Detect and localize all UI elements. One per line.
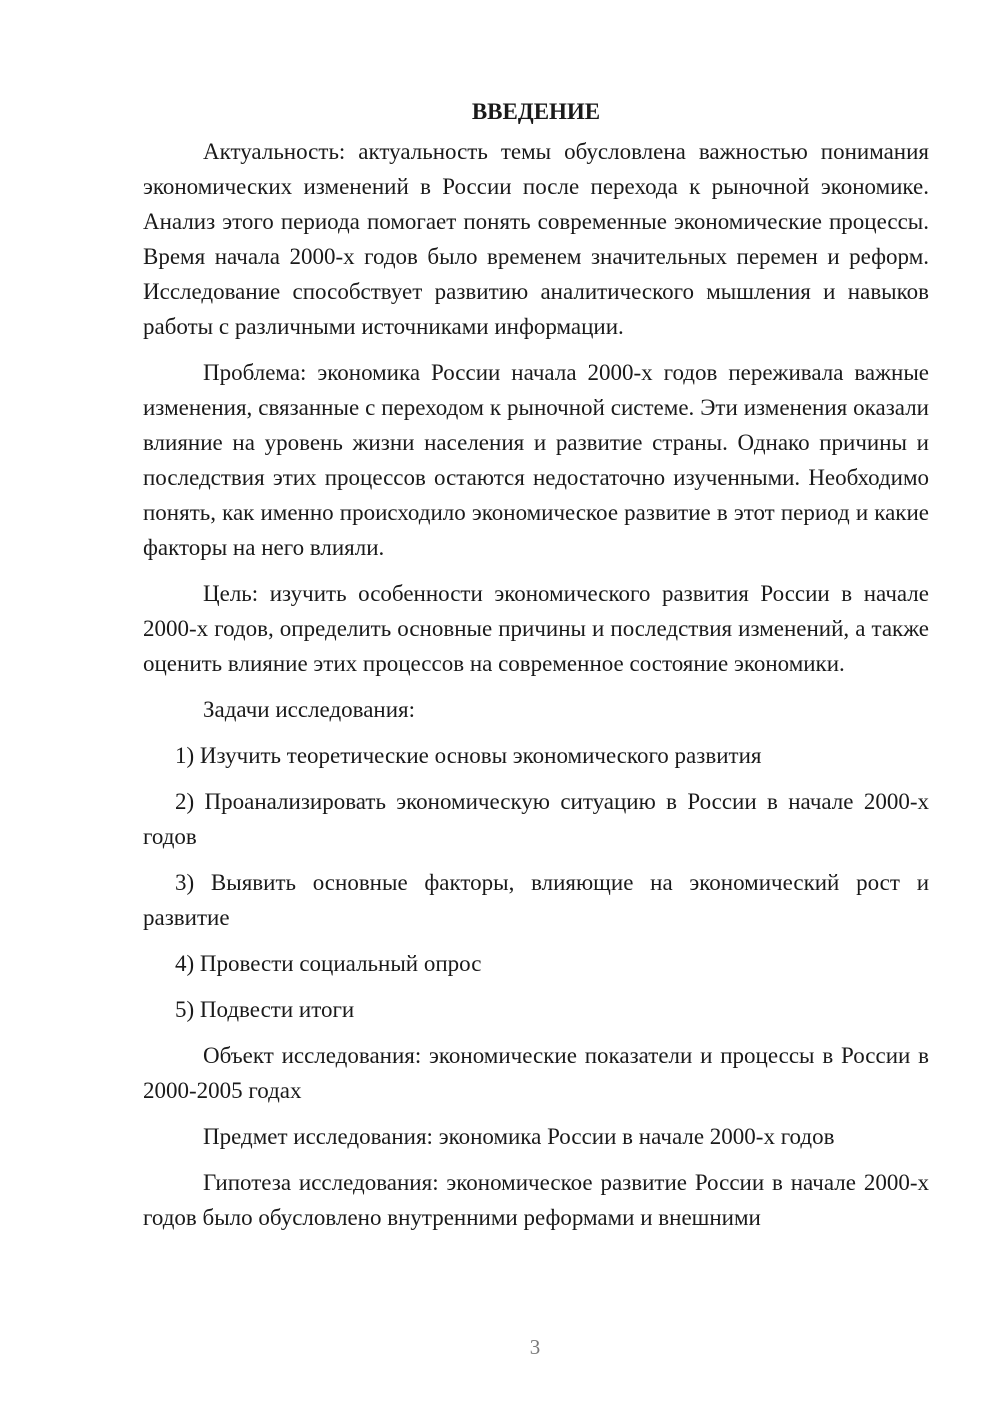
tasks-heading: Задачи исследования: [203, 697, 416, 722]
task-item-4: 4) Провести социальный опрос [175, 951, 482, 976]
task-item-5: 5) Подвести итоги [175, 997, 355, 1022]
paragraph-goal: Цель: изучить особенности экономического развития России в начале 2000-х годов, определить основные причины и последствия изменений, а также оценить влияние этих процессов на современное состояние экономики. [143, 581, 929, 676]
page-content [143, 94, 929, 1246]
task-item-2: 2) Проанализировать экономическую ситуацию в России в начале 2000-х годов [143, 789, 929, 849]
paragraph-subject: Предмет исследования: экономика России в начале 2000-х годов [203, 1124, 835, 1149]
paragraph-object: Объект исследования: экономические показатели и процессы в России в 2000-2005 годах [143, 1043, 929, 1103]
page-number: 3 [529, 1335, 541, 1359]
task-item-1: 1) Изучить теоретические основы экономического развития [175, 743, 762, 768]
paragraph-problem: Проблема: экономика России начала 2000-х годов переживала важные изменения, связанные с переходом к рыночной системе. Эти изменения оказали влияние на уровень жизни населения и развитие страны. Однако причины и последствия этих процессов остаются недостаточно изученными. Необходимо понять, как именно происходило экономическое развитие в этот период и какие факторы на него влияли. [143, 360, 929, 560]
page-title: ВВЕДЕНИЕ [471, 99, 601, 124]
paragraph-relevance: Актуальность: актуальность темы обусловлена важностью понимания экономических изменений в России после перехода к рыночной экономике. Анализ этого периода помогает понять современные экономические процессы. Время начала 2000-х годов было временем значительных перемен и реформ. Исследование способствует развитию аналитического мышления и навыков работы с различными источниками информации. [143, 139, 929, 339]
task-item-3: 3) Выявить основные факторы, влияющие на экономический рост и развитие [143, 870, 929, 930]
paragraph-hypothesis: Гипотеза исследования: экономическое развитие России в начале 2000-х годов было обусловлено внутренними реформами и внешними [143, 1170, 929, 1230]
